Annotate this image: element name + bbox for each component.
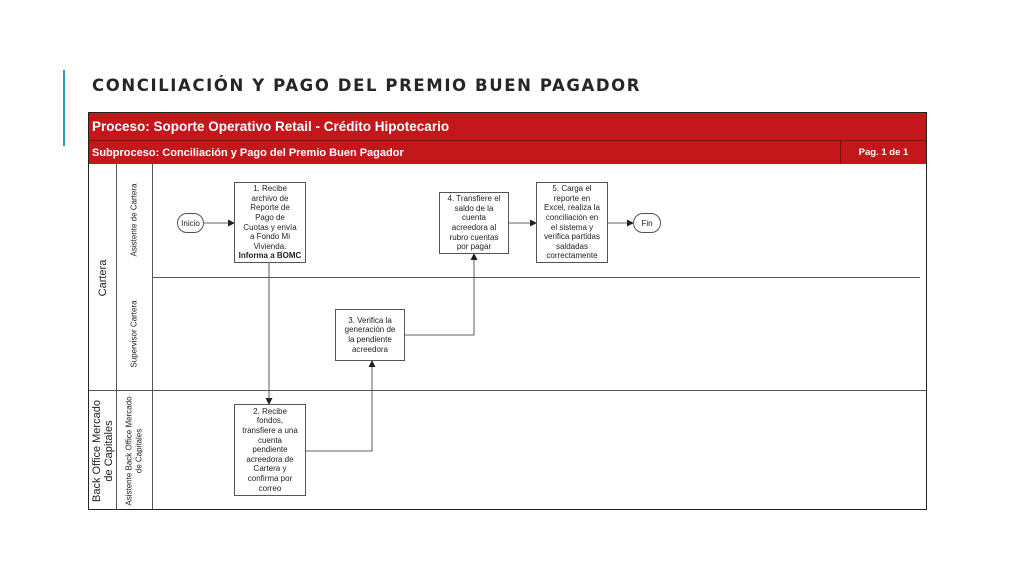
flow-connectors	[89, 113, 926, 509]
pool-label-back-office: Back Office Mercado de Capitales	[91, 400, 115, 502]
start-terminal: Inicio	[177, 213, 204, 233]
process-header: Proceso: Soporte Operativo Retail - Crédito Hipotecario	[89, 113, 926, 140]
slide-title: CONCILIACIÓN Y PAGO DEL PREMIO BUEN PAGADOR	[92, 76, 642, 95]
connector-step3-to-step4	[405, 254, 474, 335]
subprocess-header: Subproceso: Conciliación y Pago del Premio Buen Pagador	[89, 140, 840, 164]
step-2-box: 2. Recibe fondos, transfiere a una cuenta pendiente acreedora de Cartera y confirma por correo	[234, 404, 306, 496]
step-5-box: 5. Carga el reporte en Excel, realiza la conciliación en el sistema y verifica partidas saldadas correctamente	[536, 182, 608, 263]
end-terminal: Fin	[633, 213, 661, 233]
lane-label-asistente-cartera: Asistente de Cartera	[129, 183, 139, 257]
lane-label-asistente-back-office: Asistente Back Office Mercado de Capitales	[124, 396, 143, 506]
pool-label-cartera: Cartera	[97, 259, 109, 297]
connector-step2-to-step3	[306, 361, 372, 451]
title-accent-line	[63, 70, 65, 146]
step-1-box: 1. Recibe archivo de Reporte de Pago de Cuotas y envía a Fondo Mi Vivienda. Informa a BOMC	[234, 182, 306, 263]
step-4-box: 4. Transfiere el saldo de la cuenta acreedora al rubro cuentas por pagar	[439, 192, 509, 254]
page-number: Pag. 1 de 1	[840, 140, 926, 164]
step-3-box: 3. Verifica la generación de la pendiente acreedora	[335, 309, 405, 361]
lane-label-supervisor-cartera: Supervisor Cartera	[129, 300, 139, 368]
flowchart-diagram	[88, 112, 927, 510]
